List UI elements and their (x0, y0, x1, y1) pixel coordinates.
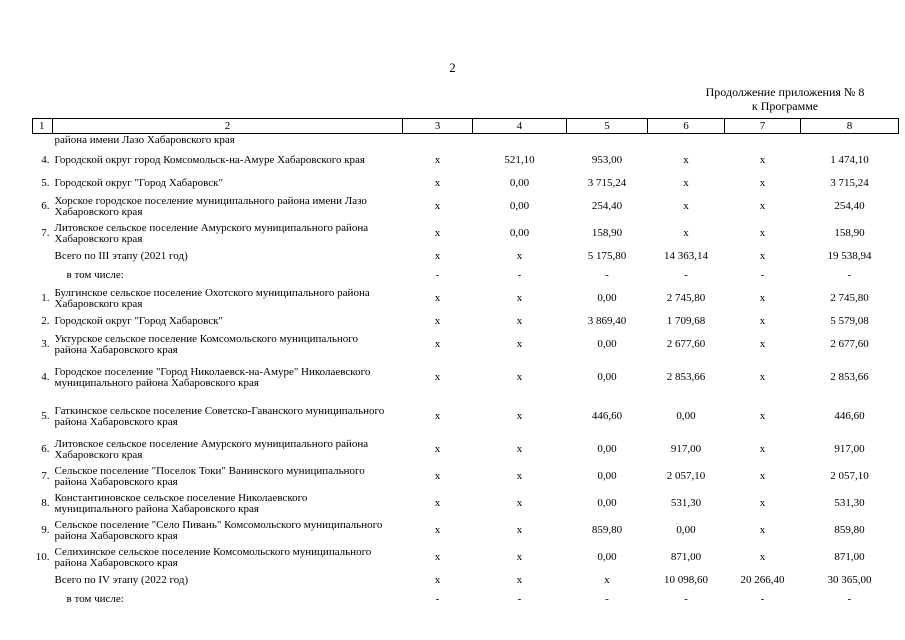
cell-col-8: 917,00 (834, 443, 865, 456)
cell-col-4: 521,10 (504, 154, 535, 167)
cell-col-5: х (604, 574, 610, 587)
header-cell: 3 (403, 119, 473, 134)
row-number: 5. (41, 177, 50, 190)
cell-col-3: х (434, 292, 441, 305)
cell-col-8: 19 538,94 (827, 250, 872, 263)
table-row (33, 285, 899, 312)
cell-col-4: х (516, 443, 523, 456)
cell-col-5: 0,00 (597, 338, 617, 351)
cell-col-4: 0,00 (509, 227, 530, 240)
cell-col-5: 0,00 (597, 371, 617, 384)
cell-col-3: х (434, 574, 441, 587)
table-row (33, 266, 899, 285)
row-name: Сельское поселение "Поселок Токи" Ванинского муниципального района Хабаровского края (54, 465, 365, 488)
table-row (33, 147, 899, 174)
row-name: Городское поселение "Город Николаевск-на-Амуре" Николаевского муниципального района Хабаровского края (54, 366, 371, 389)
row-name: Константиновское сельское поселение Николаевского муниципального района Хабаровского края (54, 492, 308, 515)
cell-col-5: - (605, 269, 609, 282)
cell-col-3: х (434, 250, 441, 263)
table-row (33, 590, 899, 609)
appendix-line-1: Продолжение приложения № 8 (705, 85, 865, 99)
table-row (33, 571, 899, 590)
cell-col-6: 2 677,60 (666, 338, 706, 351)
cell-col-5: 0,00 (597, 470, 617, 483)
cell-col-3: х (434, 154, 441, 167)
cell-col-7: х (759, 200, 766, 213)
row-number (33, 590, 53, 609)
cell-col-5: 446,60 (591, 410, 623, 423)
cell-col-7: - (760, 593, 765, 606)
cell-col-6: 0,00 (676, 524, 696, 537)
table-row (33, 490, 899, 517)
cell-col-6: х (683, 200, 689, 213)
cell-col-6: х (683, 227, 689, 240)
cell-col-8: 2 057,10 (830, 470, 869, 483)
cell-col-4: х (516, 574, 523, 587)
cell-col-3: - (435, 269, 440, 282)
cell-col-4: - (517, 269, 522, 282)
cell-col-5: - (605, 593, 609, 606)
program-table (32, 118, 899, 609)
row-name: Городской округ "Город Хабаровск" (54, 177, 224, 190)
cell-col-8: 3 715,24 (830, 177, 869, 190)
cell-col-5: 3 715,24 (587, 177, 627, 190)
cell-col-6 (648, 134, 725, 148)
header-cell: 5 (567, 119, 648, 134)
cell-col-7: х (759, 177, 766, 190)
header-row (33, 119, 899, 134)
cell-col-6: 2 853,66 (666, 371, 706, 384)
cell-col-5: 5 175,80 (587, 250, 627, 263)
cell-col-8: 2 853,66 (830, 371, 869, 384)
row-name: Хорское городское поселение муниципального района имени Лазо Хабаровского края (54, 195, 367, 218)
cell-col-6: - (684, 269, 688, 282)
cell-col-8: 158,90 (834, 227, 865, 240)
row-number: 10. (35, 551, 50, 564)
cell-col-5: 0,00 (597, 292, 617, 305)
cell-col-5: 0,00 (597, 497, 617, 510)
cell-col-7: - (760, 269, 765, 282)
header-cell: 2 (53, 119, 403, 134)
table-row (33, 134, 899, 148)
cell-col-8: 30 365,00 (827, 574, 872, 587)
row-number (33, 571, 53, 590)
table-row (33, 220, 899, 247)
cell-col-8: 1 474,10 (830, 154, 869, 167)
cell-col-6: 871,00 (670, 551, 702, 564)
cell-col-3: х (434, 497, 441, 510)
row-name: в том числе: (66, 593, 124, 606)
row-number: 1. (41, 292, 50, 305)
cell-col-4: х (516, 470, 523, 483)
cell-col-8 (801, 134, 899, 148)
cell-col-3: х (434, 227, 441, 240)
cell-col-4: х (516, 250, 523, 263)
row-name: в том числе: (66, 269, 124, 282)
cell-col-3: х (434, 371, 441, 384)
cell-col-6: 10 098,60 (664, 574, 708, 587)
row-name: Селихинское сельское поселение Комсомольского муниципального района Хабаровского края (54, 546, 372, 569)
cell-col-4 (473, 134, 567, 148)
cell-col-4: х (516, 371, 523, 384)
row-name: Всего по IV этапу (2022 год) (54, 574, 189, 587)
row-number: 6. (41, 200, 50, 213)
row-number: 7. (41, 227, 50, 240)
cell-col-4: х (516, 292, 523, 305)
table-row (33, 397, 899, 436)
cell-col-3: х (434, 443, 441, 456)
page-number: 2 (449, 60, 456, 75)
cell-col-4: - (517, 593, 522, 606)
cell-col-7: х (759, 443, 766, 456)
cell-col-8: 531,30 (834, 497, 865, 510)
cell-col-7 (725, 134, 801, 148)
table-body (33, 134, 899, 610)
cell-col-5: 3 869,40 (587, 315, 627, 328)
cell-col-6: 917,00 (670, 443, 702, 456)
row-name: Гаткинское сельское поселение Советско-Гаванского муниципального района Хабаровского края (54, 405, 385, 428)
cell-col-4: х (516, 524, 523, 537)
cell-col-6: 1 709,68 (666, 315, 706, 328)
cell-col-8: 254,40 (834, 200, 865, 213)
table-row (33, 247, 899, 266)
cell-col-8: 871,00 (834, 551, 865, 564)
cell-col-7: х (759, 250, 766, 263)
cell-col-8: 446,60 (834, 410, 865, 423)
table-row (33, 174, 899, 193)
row-number: 7. (41, 470, 50, 483)
table-row (33, 436, 899, 463)
appendix-line-2: к Программе (751, 99, 819, 113)
cell-col-3: - (435, 593, 440, 606)
cell-col-4: х (516, 338, 523, 351)
cell-col-4: х (516, 410, 523, 423)
row-number (33, 266, 53, 285)
header-cell: 1 (33, 119, 53, 134)
row-name: Всего по III этапу (2021 год) (54, 250, 188, 263)
cell-col-5: 0,00 (597, 551, 617, 564)
cell-col-3: х (434, 177, 441, 190)
cell-col-8: 5 579,08 (830, 315, 869, 328)
header-cell: 8 (801, 119, 899, 134)
cell-col-4: х (516, 497, 523, 510)
cell-col-7: х (759, 227, 766, 240)
cell-col-3 (403, 134, 473, 148)
cell-col-5: 254,40 (591, 200, 623, 213)
cell-col-7: х (759, 371, 766, 384)
row-name: района имени Лазо Хабаровского края (54, 134, 235, 147)
cell-col-7: х (759, 154, 766, 167)
appendix-caption (680, 85, 890, 113)
cell-col-5: 158,90 (591, 227, 623, 240)
cell-col-6: 531,30 (670, 497, 702, 510)
cell-col-7: х (759, 524, 766, 537)
row-name: Литовское сельское поселение Амурского муниципального района Хабаровского края (54, 438, 369, 461)
row-name: Уктурское сельское поселение Комсомольского муниципального района Хабаровского края (54, 333, 358, 356)
row-number: 2. (41, 315, 50, 328)
cell-col-7: х (759, 497, 766, 510)
cell-col-6: х (683, 177, 689, 190)
cell-col-3: х (434, 200, 441, 213)
row-number (33, 247, 53, 266)
table-header (33, 119, 899, 134)
cell-col-3: х (434, 338, 441, 351)
cell-col-6: 14 363,14 (664, 250, 708, 263)
cell-col-8: 2 677,60 (830, 338, 869, 351)
cell-col-8: - (847, 593, 852, 606)
row-number: 4. (41, 371, 50, 384)
cell-col-7: х (759, 551, 766, 564)
cell-col-5: 953,00 (591, 154, 623, 167)
cell-col-5: 859,80 (591, 524, 623, 537)
cell-col-6: 2 057,10 (666, 470, 706, 483)
table-row (33, 358, 899, 397)
cell-col-7: х (759, 470, 766, 483)
cell-col-8: 2 745,80 (830, 292, 869, 305)
table-row (33, 331, 899, 358)
table-row (33, 544, 899, 571)
cell-col-6: 0,00 (676, 410, 696, 423)
cell-col-7: 20 266,40 (740, 574, 785, 587)
cell-col-3: х (434, 524, 441, 537)
cell-col-6: х (683, 154, 689, 167)
header-cell: 6 (648, 119, 725, 134)
cell-col-8: 859,80 (834, 524, 865, 537)
row-number: 9. (41, 524, 50, 537)
row-number: 5. (41, 410, 50, 423)
table-row (33, 312, 899, 331)
row-name: Городской округ город Комсомольск-на-Амуре Хабаровского края (54, 154, 365, 167)
row-number: 6. (41, 443, 50, 456)
cell-col-6: - (684, 593, 688, 606)
cell-col-7: х (759, 315, 766, 328)
row-name: Сельское поселение "Село Пивань" Комсомольского муниципального района Хабаровского края (54, 519, 383, 542)
cell-col-6: 2 745,80 (666, 292, 706, 305)
cell-col-7: х (759, 410, 766, 423)
cell-col-4: х (516, 315, 523, 328)
row-number: 4. (41, 154, 50, 167)
cell-col-5 (567, 134, 648, 148)
cell-col-4: х (516, 551, 523, 564)
cell-col-3: х (434, 470, 441, 483)
row-number: 8. (41, 497, 50, 510)
row-number (33, 134, 53, 148)
row-name: Городской округ "Город Хабаровск" (54, 315, 224, 328)
cell-col-5: 0,00 (597, 443, 617, 456)
cell-col-4: 0,00 (509, 200, 530, 213)
cell-col-3: х (434, 315, 441, 328)
cell-col-7: х (759, 292, 766, 305)
row-number: 3. (41, 338, 50, 351)
header-cell: 4 (473, 119, 567, 134)
header-cell: 7 (725, 119, 801, 134)
table-row (33, 517, 899, 544)
cell-col-4: 0,00 (509, 177, 530, 190)
row-name: Литовское сельское поселение Амурского муниципального района Хабаровского края (54, 222, 369, 245)
table-row (33, 193, 899, 220)
cell-col-7: х (759, 338, 766, 351)
table-row (33, 463, 899, 490)
cell-col-3: х (434, 551, 441, 564)
cell-col-8: - (847, 269, 852, 282)
row-name: Булгинское сельское поселение Охотского муниципального района Хабаровского края (54, 287, 370, 310)
cell-col-3: х (434, 410, 441, 423)
